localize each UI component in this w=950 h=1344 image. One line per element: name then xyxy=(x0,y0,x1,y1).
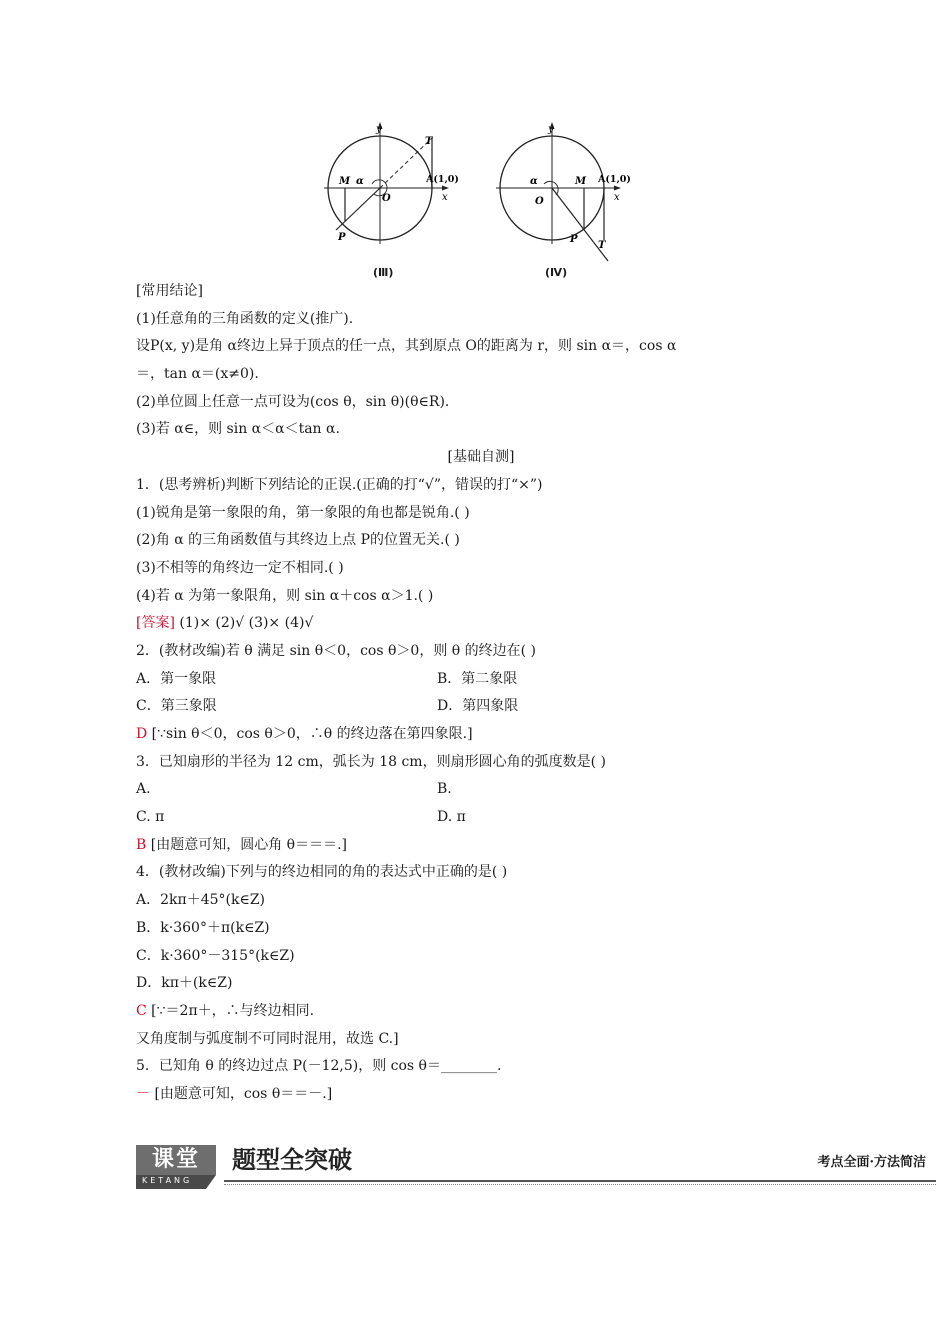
badge-pin-tip xyxy=(206,1175,216,1189)
q4-option-d: D．kπ＋(k∈Z) xyxy=(136,975,233,992)
answer-text: [由题意可知，圆心角 θ＝＝＝.] xyxy=(146,836,347,853)
q2-option-d: D．第四象限 xyxy=(437,698,519,715)
q2-answer xyxy=(136,721,826,749)
banner-rule xyxy=(224,1180,936,1182)
q3-answer xyxy=(136,832,826,860)
terminal-side-OP xyxy=(336,188,380,230)
figure-3-caption: (Ⅲ) xyxy=(373,266,394,279)
q4-stem: 4．(教材改编)下列与的终边相同的角的表达式中正确的是( ) xyxy=(136,864,508,881)
q2-option-a: A．第一象限 xyxy=(136,670,217,687)
answer-text: [∵＝2π＋，∴与终边相同. xyxy=(146,1002,315,1019)
q3-options-cd xyxy=(136,804,826,832)
answer-letter: － xyxy=(136,1085,150,1102)
q5-answer xyxy=(136,1081,826,1109)
figure-4-caption: (Ⅳ) xyxy=(545,266,568,279)
label-O: O xyxy=(535,196,544,207)
common-conclusions-heading: [常用结论] xyxy=(136,283,203,299)
q4-option-b: B．k·360°＋π(k∈Z) xyxy=(136,919,270,936)
conclusion-1: (1)任意角的三角函数的定义(推广). xyxy=(136,310,354,327)
section-title: [基础自测] xyxy=(447,449,515,466)
label-x: x xyxy=(442,192,448,203)
answer-text: [∵sin θ＜0，cos θ＞0，∴θ 的终边落在第四象限.] xyxy=(147,726,473,742)
figure-area xyxy=(0,118,950,288)
banner-title: 题型全突破 xyxy=(232,1146,352,1174)
label-P: P xyxy=(338,232,346,243)
q5-stem: 5．已知角 θ 的终边过点 P(－12,5)，则 cos θ＝________. xyxy=(136,1058,502,1075)
q1-item-4: (4)若 α 为第一象限角，则 sin α＋cos α＞1.( ) xyxy=(136,587,434,604)
q1-item-3: (3)不相等的角终边一定不相同.( ) xyxy=(136,559,344,576)
conclusion-2: (2)单位圆上任意一点可设为(cos θ，sin θ)(θ∈R). xyxy=(136,393,450,410)
x-axis-arrow xyxy=(442,186,449,191)
label-A: A(1,0) xyxy=(426,174,459,185)
q1-stem: 1．(思考辨析)判断下列结论的正误.(正确的打“√”，错误的打“×”) xyxy=(136,476,543,493)
conclusion-1-def-cont: ＝，tan α＝(x≠0). xyxy=(136,366,259,383)
q4-option-a: A．2kπ＋45°(k∈Z) xyxy=(136,892,266,909)
label-x: x xyxy=(614,192,620,203)
label-M: M xyxy=(339,176,351,187)
answer-text: (1)× (2)√ (3)× (4)√ xyxy=(174,615,314,632)
section-banner xyxy=(136,1145,936,1190)
conclusion-3: (3)若 α∈，则 sin α＜α＜tan α. xyxy=(136,421,340,438)
q2-options-ab xyxy=(136,666,826,694)
unit-circle-figure-3 xyxy=(318,118,468,264)
q2-stem: 2．(教材改编)若 θ 满足 sin θ＜0，cos θ＞0，则 θ 的终边在( ) xyxy=(136,642,537,659)
label-O: O xyxy=(382,193,391,204)
banner-tagline: 考点全面·方法简洁 xyxy=(817,1155,926,1170)
conclusion-1-def: 设P(x, y)是角 α终边上异于顶点的任一点，其到原点 O的距离为 r，则 sin α＝，cos α xyxy=(136,338,677,355)
badge-sublabel: KETANG xyxy=(142,1176,193,1185)
label-T: T xyxy=(598,240,606,251)
label-y: y xyxy=(376,124,382,135)
q1-item-1: (1)锐角是第一象限的角，第一象限的角也都是锐角.( ) xyxy=(136,504,470,521)
label-A: A(1,0) xyxy=(598,174,631,185)
label-y: y xyxy=(548,124,554,135)
q1-answer xyxy=(136,610,826,638)
label-P: P xyxy=(570,234,578,245)
answer-text: [由题意可知，cos θ＝＝－.] xyxy=(150,1085,333,1102)
q1-item-2: (2)角 α 的三角函数值与其终边上点 P的位置无关.( ) xyxy=(136,532,460,549)
label-alpha: α xyxy=(356,176,364,187)
q4-option-c: C．k·360°－315°(k∈Z) xyxy=(136,947,295,964)
answer-letter: C xyxy=(136,1002,147,1019)
q3-option-b: B. xyxy=(437,781,452,798)
banner-rule-dotted xyxy=(224,1184,936,1185)
answer-label: [答案] xyxy=(136,615,175,632)
main-text xyxy=(136,278,826,1109)
q2-options-cd xyxy=(136,693,826,721)
label-M: M xyxy=(575,176,587,187)
unit-circle-figure-4 xyxy=(490,118,640,264)
badge-label: 课堂 xyxy=(151,1147,200,1172)
q3-option-d: D. π xyxy=(437,809,466,826)
q4-answer xyxy=(136,998,826,1026)
label-alpha: α xyxy=(530,176,538,187)
q3-options-ab xyxy=(136,776,826,804)
q3-option-a: A. xyxy=(136,781,151,798)
answer-letter: D xyxy=(136,726,148,742)
q2-option-b: B．第二象限 xyxy=(437,670,518,687)
answer-letter: B xyxy=(136,836,147,853)
q4-answer-cont: 又角度制与弧度制不可同时混用，故选 C.] xyxy=(136,1030,399,1047)
q3-stem: 3．已知扇形的半径为 12 cm，弧长为 18 cm，则扇形圆心角的弧度数是( ) xyxy=(136,753,606,770)
q2-option-c: C．第三象限 xyxy=(136,698,217,715)
label-T: T xyxy=(425,136,433,147)
q3-option-c: C. π xyxy=(136,809,165,826)
x-axis-arrow xyxy=(614,186,621,191)
